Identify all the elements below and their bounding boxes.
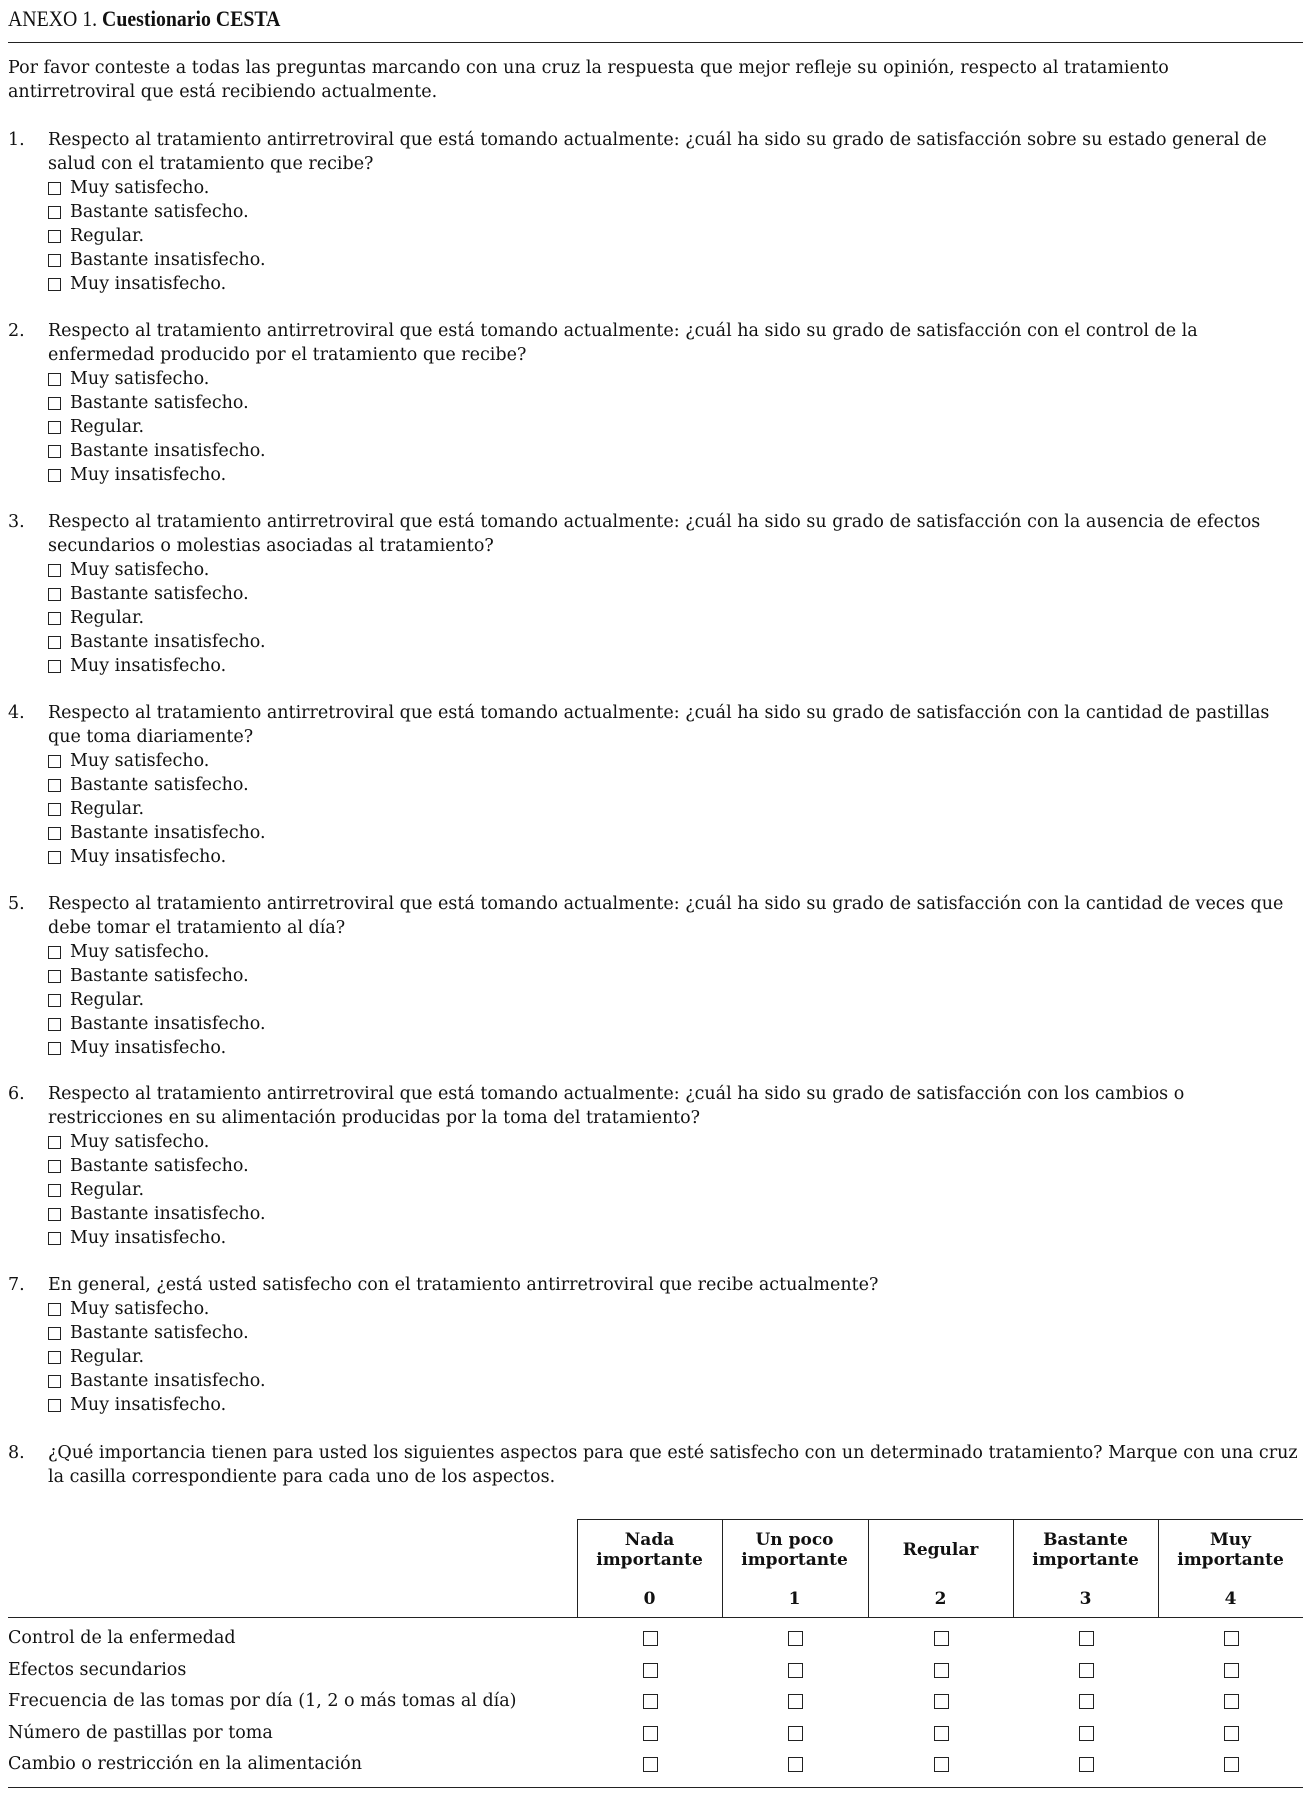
annex-name: Cuestionario CESTA	[102, 6, 281, 31]
question-5	[8, 892, 1303, 1060]
checkbox[interactable]	[48, 1042, 61, 1055]
option-label: Muy insatisfecho.	[70, 1395, 227, 1415]
column-label: Muy importante	[1177, 1530, 1284, 1570]
table-rule	[8, 1617, 1303, 1618]
importance-checkbox[interactable]	[1079, 1726, 1094, 1741]
option-label: Muy satisfecho.	[70, 560, 210, 580]
question-text: ¿Qué importancia tienen para usted los siguientes aspectos para que esté satisfecho con un determinado tratamiento? Marque con una cruz la casilla correspondiente para cada uno de los aspectos.	[48, 1443, 1298, 1487]
importance-checkbox[interactable]	[1224, 1631, 1239, 1646]
option-label: Muy satisfecho.	[70, 178, 210, 198]
option-label: Bastante insatisfecho.	[70, 1371, 266, 1391]
importance-checkbox[interactable]	[788, 1631, 803, 1646]
option-label: Regular.	[70, 799, 145, 819]
answer-option[interactable]	[48, 940, 1303, 964]
option-label: Regular.	[70, 1347, 145, 1367]
option-label: Muy insatisfecho.	[70, 274, 227, 294]
question-text: Respecto al tratamiento antirretroviral que está tomando actualmente: ¿cuál ha sido su grado de satisfacción sobre su estado general de salud con el tratamiento que recibe?	[48, 130, 1267, 174]
checkbox[interactable]	[48, 803, 61, 816]
checkbox[interactable]	[48, 1136, 61, 1149]
importance-checkbox[interactable]	[788, 1757, 803, 1772]
intro-text: Por favor conteste a todas las preguntas marcando con una cruz la respuesta que mejor refleje su opinión, respecto al tratamiento antirretroviral que está recibiendo actualmente.	[8, 58, 1169, 102]
answer-option[interactable]	[48, 1130, 1303, 1154]
checkbox[interactable]	[48, 994, 61, 1007]
checkbox[interactable]	[48, 1303, 61, 1316]
column-label: Regular	[902, 1540, 979, 1560]
importance-checkbox[interactable]	[643, 1726, 658, 1741]
answer-option[interactable]	[48, 821, 1303, 845]
column-header	[722, 1519, 867, 1617]
answer-option[interactable]	[48, 272, 1303, 296]
checkbox[interactable]	[48, 1160, 61, 1173]
option-label: Bastante insatisfecho.	[70, 1204, 266, 1224]
checkbox[interactable]	[48, 421, 61, 434]
question-8	[8, 1441, 1303, 1489]
option-label: Bastante insatisfecho.	[70, 441, 266, 461]
importance-checkbox[interactable]	[643, 1631, 658, 1646]
answer-option[interactable]	[48, 845, 1303, 869]
importance-checkbox[interactable]	[934, 1757, 949, 1772]
column-header	[868, 1519, 1013, 1617]
question-text: En general, ¿está usted satisfecho con el tratamiento antirretroviral que recibe actualmente?	[48, 1275, 879, 1295]
question-text: Respecto al tratamiento antirretroviral que está tomando actualmente: ¿cuál ha sido su grado de satisfacción con los cambios o restricciones en su alimentación producidas por la toma del tratamiento?	[48, 1084, 1185, 1128]
option-label: Muy insatisfecho.	[70, 1038, 227, 1058]
checkbox[interactable]	[48, 660, 61, 673]
option-label: Bastante insatisfecho.	[70, 250, 266, 270]
answer-option[interactable]	[48, 1036, 1303, 1060]
column-score: 1	[788, 1589, 801, 1609]
question-text: Respecto al tratamiento antirretroviral que está tomando actualmente: ¿cuál ha sido su grado de satisfacción con la cantidad de pastillas que toma diariamente?	[48, 703, 1270, 747]
answer-option[interactable]	[48, 1202, 1303, 1226]
option-label: Muy insatisfecho.	[70, 1228, 227, 1248]
checkbox[interactable]	[48, 827, 61, 840]
aspect-label: Control de la enfermedad	[8, 1628, 236, 1648]
option-label: Bastante satisfecho.	[70, 775, 249, 795]
importance-checkbox[interactable]	[934, 1663, 949, 1678]
checkbox[interactable]	[48, 230, 61, 243]
answer-option[interactable]	[48, 558, 1303, 582]
answer-option[interactable]	[48, 773, 1303, 797]
option-label: Muy satisfecho.	[70, 751, 210, 771]
answer-option[interactable]	[48, 749, 1303, 773]
checkbox[interactable]	[48, 254, 61, 267]
importance-checkbox[interactable]	[788, 1663, 803, 1678]
option-label: Muy insatisfecho.	[70, 465, 227, 485]
checkbox[interactable]	[48, 779, 61, 792]
checkbox[interactable]	[48, 970, 61, 983]
option-label: Muy insatisfecho.	[70, 656, 227, 676]
question-number: 4.	[8, 703, 25, 723]
option-label: Bastante satisfecho.	[70, 584, 249, 604]
question-2	[8, 319, 1303, 487]
question-text: Respecto al tratamiento antirretroviral que está tomando actualmente: ¿cuál ha sido su grado de satisfacción con el control de la enfermedad producido por el tratamiento que recibe?	[48, 321, 1198, 365]
column-score: 0	[643, 1589, 656, 1609]
checkbox[interactable]	[48, 278, 61, 291]
question-number: 5.	[8, 894, 25, 914]
checkbox[interactable]	[48, 1208, 61, 1221]
question-number: 1.	[8, 130, 25, 150]
checkbox[interactable]	[48, 182, 61, 195]
column-header	[1158, 1519, 1303, 1617]
option-label: Bastante satisfecho.	[70, 393, 249, 413]
answer-option[interactable]	[48, 463, 1303, 487]
option-label: Muy satisfecho.	[70, 369, 210, 389]
checkbox[interactable]	[48, 612, 61, 625]
question-7	[8, 1273, 1303, 1417]
answer-option[interactable]	[48, 224, 1303, 248]
question-number: 7.	[8, 1275, 25, 1295]
answer-option[interactable]	[48, 439, 1303, 463]
option-label: Bastante satisfecho.	[70, 202, 249, 222]
option-label: Muy insatisfecho.	[70, 847, 227, 867]
title-rule	[8, 42, 1303, 43]
option-label: Muy satisfecho.	[70, 1132, 210, 1152]
checkbox[interactable]	[48, 1327, 61, 1340]
question-number: 8.	[8, 1443, 25, 1463]
checkbox[interactable]	[48, 564, 61, 577]
option-label: Bastante insatisfecho.	[70, 632, 266, 652]
checkbox[interactable]	[48, 588, 61, 601]
answer-option[interactable]	[48, 1154, 1303, 1178]
answer-option[interactable]	[48, 654, 1303, 678]
answer-option[interactable]	[48, 1393, 1303, 1417]
checkbox[interactable]	[48, 1232, 61, 1245]
importance-checkbox[interactable]	[934, 1631, 949, 1646]
checkbox[interactable]	[48, 1351, 61, 1364]
importance-checkbox[interactable]	[643, 1694, 658, 1709]
answer-option[interactable]	[48, 1369, 1303, 1393]
importance-checkbox[interactable]	[1224, 1757, 1239, 1772]
answer-option[interactable]	[48, 367, 1303, 391]
column-score: 2	[934, 1589, 947, 1609]
column-header	[1013, 1519, 1158, 1617]
answer-option[interactable]	[48, 630, 1303, 654]
checkbox[interactable]	[48, 1184, 61, 1197]
question-number: 6.	[8, 1084, 25, 1104]
column-score: 4	[1224, 1589, 1237, 1609]
importance-checkbox[interactable]	[1079, 1631, 1094, 1646]
aspect-label: Efectos secundarios	[8, 1660, 187, 1680]
option-label: Bastante insatisfecho.	[70, 1014, 266, 1034]
answer-option[interactable]	[48, 391, 1303, 415]
option-label: Regular.	[70, 417, 145, 437]
importance-checkbox[interactable]	[1079, 1757, 1094, 1772]
checkbox[interactable]	[48, 1375, 61, 1388]
checkbox[interactable]	[48, 206, 61, 219]
answer-option[interactable]	[48, 1226, 1303, 1250]
option-label: Regular.	[70, 226, 145, 246]
question-text: Respecto al tratamiento antirretroviral que está tomando actualmente: ¿cuál ha sido su grado de satisfacción con la ausencia de efectos secundarios o molestias asociadas al tratamiento?	[48, 512, 1261, 556]
checkbox[interactable]	[48, 1399, 61, 1412]
column-label: Un poco importante	[741, 1530, 848, 1570]
checkbox[interactable]	[48, 469, 61, 482]
importance-checkbox[interactable]	[643, 1663, 658, 1678]
aspect-label: Frecuencia de las tomas por día (1, 2 o más tomas al día)	[8, 1691, 517, 1711]
column-label: Bastante importante	[1032, 1530, 1139, 1570]
importance-checkbox[interactable]	[934, 1694, 949, 1709]
answer-option[interactable]	[48, 415, 1303, 439]
answer-option[interactable]	[48, 200, 1303, 224]
answer-option[interactable]	[48, 797, 1303, 821]
option-label: Regular.	[70, 608, 145, 628]
option-label: Regular.	[70, 990, 145, 1010]
answer-option[interactable]	[48, 988, 1303, 1012]
question-4	[8, 701, 1303, 869]
option-label: Regular.	[70, 1180, 145, 1200]
importance-checkbox[interactable]	[788, 1726, 803, 1741]
question-number: 2.	[8, 321, 25, 341]
answer-option[interactable]	[48, 964, 1303, 988]
option-label: Bastante satisfecho.	[70, 1156, 249, 1176]
answer-option[interactable]	[48, 1321, 1303, 1345]
answer-option[interactable]	[48, 248, 1303, 272]
question-1	[8, 128, 1303, 296]
importance-checkbox[interactable]	[1224, 1726, 1239, 1741]
importance-checkbox[interactable]	[934, 1726, 949, 1741]
answer-option[interactable]	[48, 582, 1303, 606]
importance-checkbox[interactable]	[1224, 1694, 1239, 1709]
option-label: Bastante satisfecho.	[70, 1323, 249, 1343]
importance-checkbox[interactable]	[1079, 1663, 1094, 1678]
answer-option[interactable]	[48, 176, 1303, 200]
answer-option[interactable]	[48, 1297, 1303, 1321]
column-score: 3	[1079, 1589, 1092, 1609]
answer-option[interactable]	[48, 1178, 1303, 1202]
checkbox[interactable]	[48, 397, 61, 410]
question-number: 3.	[8, 512, 25, 532]
answer-option[interactable]	[48, 1012, 1303, 1036]
option-label: Muy satisfecho.	[70, 1299, 210, 1319]
importance-checkbox[interactable]	[1224, 1663, 1239, 1678]
checkbox[interactable]	[48, 445, 61, 458]
question-6	[8, 1082, 1303, 1250]
importance-checkbox[interactable]	[1079, 1694, 1094, 1709]
checkbox[interactable]	[48, 373, 61, 386]
question-text: Respecto al tratamiento antirretroviral que está tomando actualmente: ¿cuál ha sido su grado de satisfacción con la cantidad de veces que debe tomar el tratamiento al día?	[48, 894, 1284, 938]
checkbox[interactable]	[48, 851, 61, 864]
table-rule	[8, 1787, 1303, 1788]
checkbox[interactable]	[48, 755, 61, 768]
aspect-label: Número de pastillas por toma	[8, 1723, 273, 1743]
importance-checkbox[interactable]	[643, 1757, 658, 1772]
column-label: Nada importante	[596, 1530, 703, 1570]
answer-option[interactable]	[48, 1345, 1303, 1369]
column-header	[577, 1519, 722, 1617]
option-label: Muy satisfecho.	[70, 942, 210, 962]
aspect-label: Cambio o restricción en la alimentación	[8, 1754, 362, 1774]
answer-option[interactable]	[48, 606, 1303, 630]
annex-title	[8, 6, 280, 32]
checkbox[interactable]	[48, 636, 61, 649]
option-label: Bastante insatisfecho.	[70, 823, 266, 843]
question-3	[8, 510, 1303, 678]
annex-prefix: ANEXO 1.	[8, 6, 98, 31]
option-label: Bastante satisfecho.	[70, 966, 249, 986]
importance-checkbox[interactable]	[788, 1694, 803, 1709]
checkbox[interactable]	[48, 946, 61, 959]
checkbox[interactable]	[48, 1018, 61, 1031]
